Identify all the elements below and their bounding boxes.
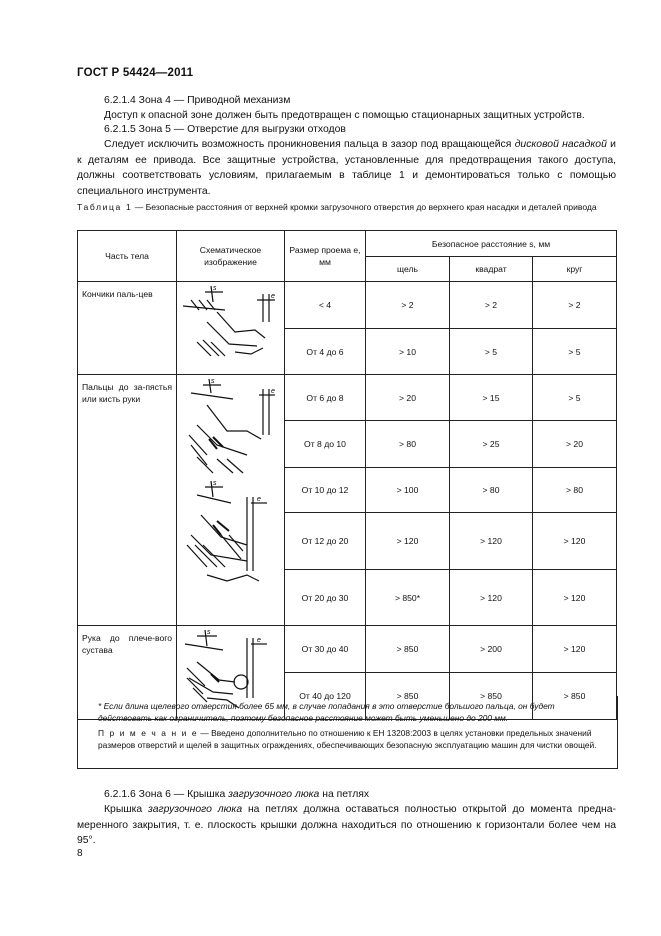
cell-slot: > 100 (366, 468, 450, 513)
italic-term: загрузочного люка (228, 789, 320, 800)
table-note (98, 728, 608, 751)
table-caption-label: Таблица 1 (77, 202, 133, 212)
section-6-2-1-6 (104, 787, 369, 803)
col-header-sketch: Схематическое изображение (177, 231, 285, 282)
sketch-fingers-to-wrist (177, 375, 285, 626)
paragraph-zone5 (77, 137, 616, 199)
cell-size: От 40 до 120 (285, 673, 366, 720)
cell-size: От 8 до 10 (285, 421, 366, 468)
text-run: Крышка (104, 804, 149, 815)
label-s: s (211, 378, 215, 385)
cell-square: > 80 (450, 468, 533, 513)
cell-square: > 120 (450, 513, 533, 570)
table-caption (77, 201, 615, 214)
body-part-label: Пальцы до за-пястья или кисть руки (82, 382, 172, 404)
note-text: — Введено дополнительно по отношению к ЕН 13208:2003 в целях установки предельных значений размеров отверстий и щелей в защитных ограждениях, обеспечивающих безопасную эксплуатацию машин для чистки овощей. (98, 728, 597, 750)
text-run: 6.2.1.6 Зона 6 — Крышка (104, 789, 229, 800)
cell-circle: > 120 (533, 570, 617, 626)
cell-circle: > 80 (533, 468, 617, 513)
cell-circle: > 5 (533, 375, 617, 421)
cell-slot: > 850 (366, 673, 450, 720)
table-notes (77, 696, 618, 769)
cell-slot: > 850 (366, 626, 450, 673)
hand-diagrams (177, 375, 283, 599)
col-header-safe-distance: Безопасное расстояние s, мм (366, 231, 617, 257)
note-label: П р и м е ч а н и е (98, 728, 199, 738)
cell-size: От 10 до 12 (285, 468, 366, 513)
cell-size: От 6 до 8 (285, 375, 366, 421)
section-6-2-1-5: 6.2.1.5 Зона 5 — Отверстие для выгрузки отходов (104, 124, 346, 135)
label-e: e (257, 496, 261, 503)
cell-circle: > 5 (533, 329, 617, 375)
body-part-label: Рука до плече-вого сустава (82, 633, 172, 655)
cell-size: < 4 (285, 282, 366, 329)
cell-square: > 5 (450, 329, 533, 375)
cell-circle: > 120 (533, 513, 617, 570)
cell-size: От 4 до 6 (285, 329, 366, 375)
cell-slot: > 120 (366, 513, 450, 570)
cell-square: > 25 (450, 421, 533, 468)
label-s: s (213, 480, 217, 487)
cell-circle: > 20 (533, 421, 617, 468)
cell-slot: > 20 (366, 375, 450, 421)
text-run: и к деталям ее привода. Все защитные устройства, установленные для предотвращения такого доступа, должны соответствовать условиям, прилагаемым в таблице 1 и демонтироваться только с помощью специального инструмента. (77, 139, 616, 197)
text-run: Следует исключить возможность проникновения пальца в зазор под вращающейся (104, 139, 515, 150)
cell-size: От 12 до 20 (285, 513, 366, 570)
section-6-2-1-4: 6.2.1.4 Зона 4 — Приводной механизм (104, 95, 291, 106)
italic-term: дисковой насадкой (514, 139, 607, 150)
cell-slot: > 80 (366, 421, 450, 468)
cell-slot: > 10 (366, 329, 450, 375)
label-e: e (271, 388, 275, 395)
table-footnote: * Если длина щелевого отверстия более 65 мм, в случае попадания в это отверстие большого пальца, он будет действовать как ограничитель, поэтому безопасное расстояние может быть уменьшено до 200 мм. (98, 701, 555, 723)
cell-square: > 15 (450, 375, 533, 421)
label-s: s (213, 285, 217, 292)
cell-square: > 120 (450, 570, 533, 626)
paragraph-zone4: Доступ к опасной зоне должен быть предотвращен с помощью стационарных защитных устройств. (104, 110, 585, 121)
paragraph-zone6 (77, 802, 616, 849)
col-header-square: квадрат (450, 257, 533, 282)
label-e: e (271, 293, 275, 300)
body-part-fingers-to-wrist (78, 375, 177, 626)
safety-distance-table (77, 230, 617, 720)
cell-square: > 2 (450, 282, 533, 329)
col-header-slot: щель (366, 257, 450, 282)
sketch-fingertips (177, 282, 285, 375)
label-e: e (257, 636, 261, 644)
body-part-label: Кончики паль-цев (82, 289, 153, 299)
label-s: s (207, 628, 211, 636)
col-header-body-part: Часть тела (78, 231, 177, 282)
cell-circle: > 850 (533, 673, 617, 720)
cell-size: От 20 до 30 (285, 570, 366, 626)
document-header: ГОСТ Р 54424—2011 (77, 67, 194, 79)
page-number: 8 (77, 848, 83, 859)
cell-circle: > 120 (533, 626, 617, 673)
cell-slot: > 850* (366, 570, 450, 626)
fingertip-diagram (177, 282, 283, 374)
text-run: на петлях должна оставаться полностью открытой до момента предна-меренного закрытия, т. е. плоскость крышки должна находиться по отношению к горизонтали более чем на 95°. (77, 804, 617, 847)
cell-size: От 30 до 40 (285, 626, 366, 673)
col-header-opening-size: Размер проема е, мм (285, 231, 366, 282)
italic-term: загрузочного люка (148, 804, 243, 815)
cell-circle: > 2 (533, 282, 617, 329)
cell-square: > 200 (450, 626, 533, 673)
cell-square: > 850 (450, 673, 533, 720)
text-run: на петлях (319, 789, 370, 800)
body-part-fingertips (78, 282, 177, 375)
cell-slot: > 2 (366, 282, 450, 329)
col-header-circle: круг (533, 257, 617, 282)
table-caption-text: — Безопасные расстояния от верхней кромки загрузочного отверстия до верхнего края насадки и деталей привода (132, 202, 597, 212)
